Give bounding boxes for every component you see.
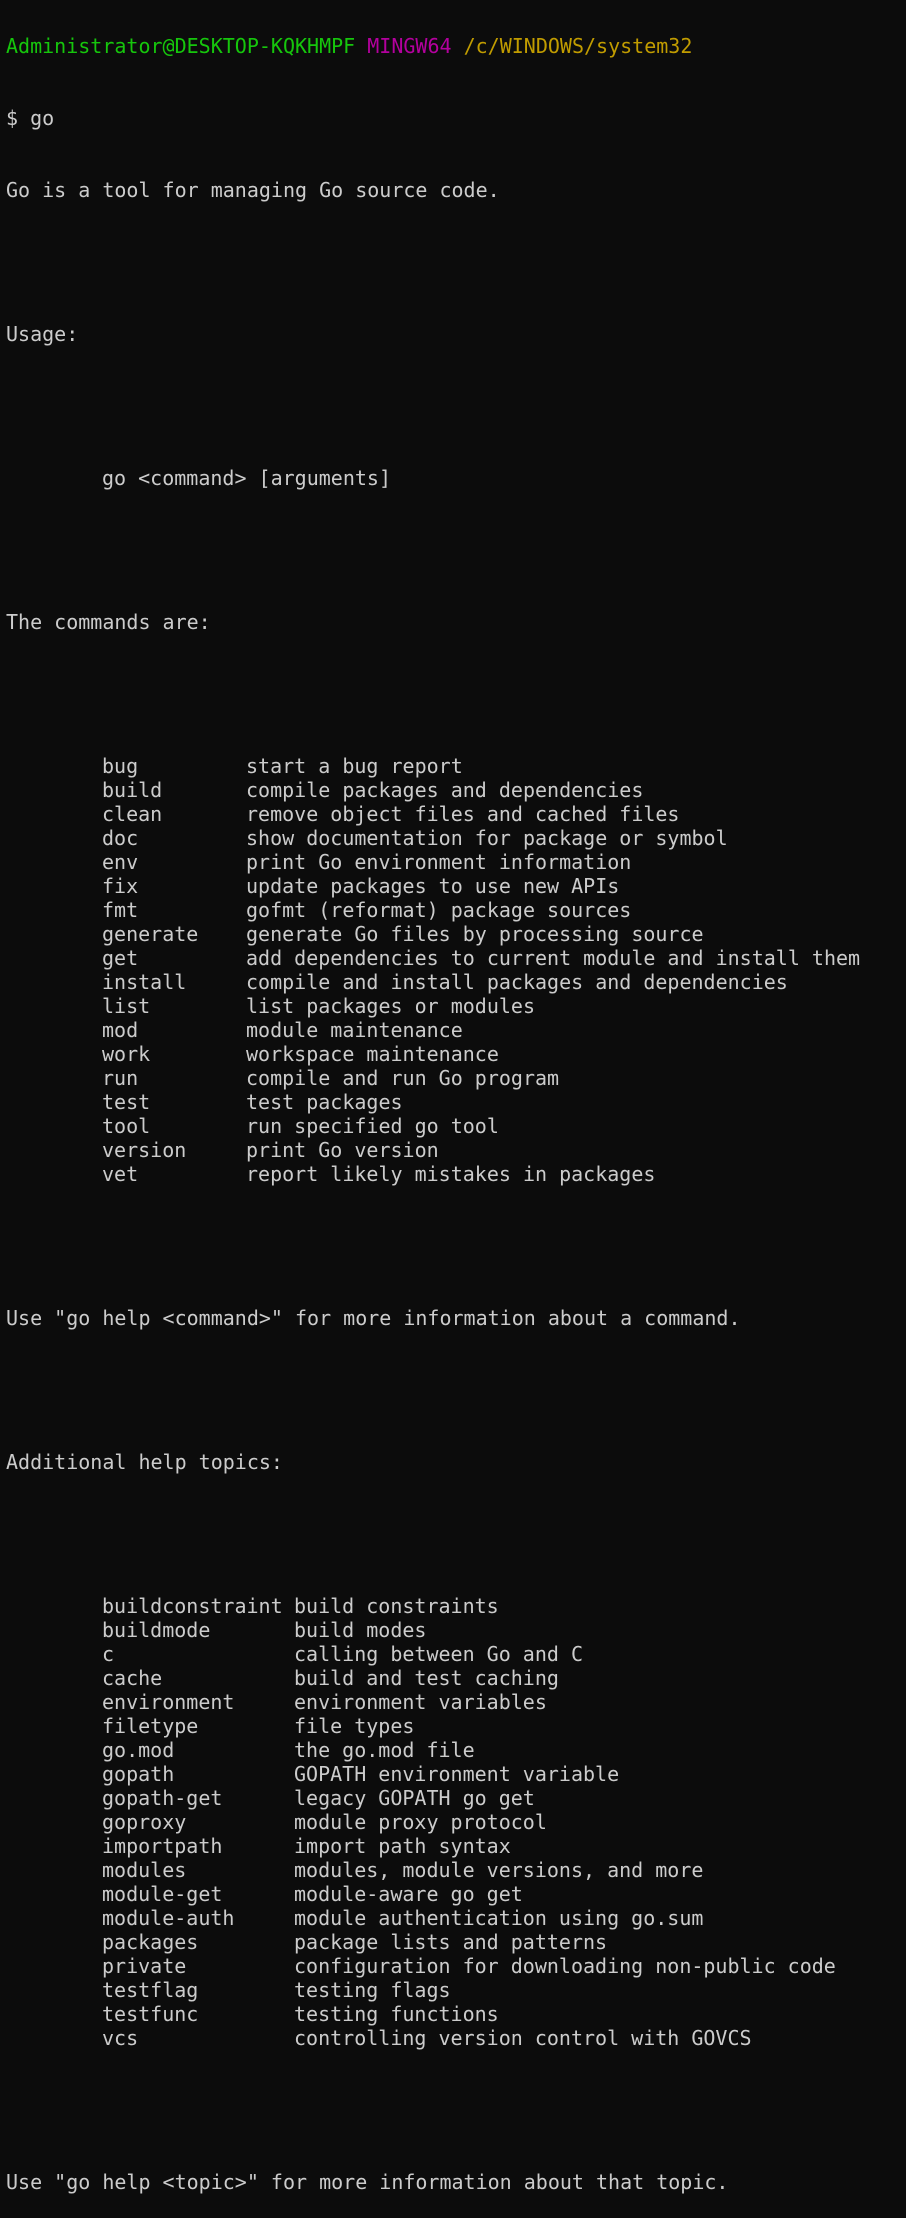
blank-line [6, 2098, 906, 2122]
topic-row-description: controlling version control with GOVCS [294, 2026, 752, 2050]
topic-row-description: modules, module versions, and more [294, 1858, 704, 1882]
command-row [6, 802, 906, 826]
command-row [6, 874, 906, 898]
command-row-name: install [102, 970, 187, 994]
topic-row-description: configuration for downloading non-public code [294, 1954, 836, 1978]
topic-row-description: file types [294, 1714, 415, 1738]
command-row [6, 1090, 906, 1114]
topic-row-name: filetype [102, 1714, 199, 1738]
topic-row-name: c [102, 1642, 115, 1666]
command-row-description: start a bug report [246, 754, 463, 778]
command-row-description: list packages or modules [246, 994, 535, 1018]
command-row-description: add dependencies to current module and install them [246, 946, 861, 970]
command-row [6, 1162, 906, 1186]
topic-row [6, 1882, 906, 1906]
topic-row-description: GOPATH environment variable [294, 1762, 620, 1786]
topic-row-description: build constraints [294, 1594, 499, 1618]
blank-line [6, 1234, 906, 1258]
topic-row [6, 1690, 906, 1714]
topic-row [6, 2026, 906, 2050]
prompt-line [6, 34, 906, 58]
command-row [6, 922, 906, 946]
command-row-description: print Go version [246, 1138, 439, 1162]
topic-row [6, 1930, 906, 1954]
command-row-name: build [102, 778, 163, 802]
command-row [6, 1138, 906, 1162]
topic-row-name: testfunc [102, 2002, 199, 2026]
topic-row [6, 1762, 906, 1786]
topic-row [6, 1954, 906, 1978]
topic-row-description: import path syntax [294, 1834, 511, 1858]
command-row [6, 850, 906, 874]
command-row-name: clean [102, 802, 163, 826]
command-row-name: test [102, 1090, 151, 1114]
topic-row-name: packages [102, 1930, 199, 1954]
command-row [6, 778, 906, 802]
topic-row-name: vcs [102, 2026, 139, 2050]
topic-row-description: module proxy protocol [294, 1810, 547, 1834]
topic-row [6, 1906, 906, 1930]
entered-command: go [30, 106, 55, 130]
command-row-description: generate Go files by processing source [246, 922, 704, 946]
topic-row-description: legacy GOPATH go get [294, 1786, 535, 1810]
command-row-description: report likely mistakes in packages [246, 1162, 656, 1186]
usage-line-row [6, 466, 906, 490]
commands-list [6, 754, 906, 1186]
command-row-description: remove object files and cached files [246, 802, 680, 826]
topic-row-name: goproxy [102, 1810, 187, 1834]
command-row-description: gofmt (reformat) package sources [246, 898, 632, 922]
command-row-name: run [102, 1066, 139, 1090]
terminal-output[interactable] [6, 0, 906, 2218]
topic-row [6, 1594, 906, 1618]
topic-row-name: buildconstraint [102, 1594, 283, 1618]
prompt-user-host: Administrator@DESKTOP-KQKHMPF [6, 34, 356, 58]
topic-row [6, 1738, 906, 1762]
command-row-description: module maintenance [246, 1018, 463, 1042]
topic-row [6, 1858, 906, 1882]
command-row [6, 898, 906, 922]
topic-row-description: testing functions [294, 2002, 499, 2026]
command-row-description: workspace maintenance [246, 1042, 499, 1066]
topic-row-name: cache [102, 1666, 163, 1690]
topic-row-name: importpath [102, 1834, 223, 1858]
topic-row-description: calling between Go and C [294, 1642, 583, 1666]
topic-row [6, 1834, 906, 1858]
blank-line [6, 394, 906, 418]
topic-row-name: gopath [102, 1762, 175, 1786]
usage-line: go <command> [arguments] [102, 466, 391, 490]
prompt-system: MINGW64 [367, 34, 452, 58]
command-row-description: show documentation for package or symbol [246, 826, 728, 850]
prompt-symbol: $ [6, 106, 19, 130]
command-row-name: vet [102, 1162, 139, 1186]
topic-row-name: go.mod [102, 1738, 175, 1762]
commands-label: The commands are: [6, 610, 211, 634]
command-row-name: bug [102, 754, 139, 778]
blank-line [6, 682, 906, 706]
command-row-name: env [102, 850, 139, 874]
topic-row-name: modules [102, 1858, 187, 1882]
command-row-name: doc [102, 826, 139, 850]
command-row-name: mod [102, 1018, 139, 1042]
command-row-name: work [102, 1042, 151, 1066]
topic-row [6, 2002, 906, 2026]
command-row-name: fmt [102, 898, 139, 922]
topic-row [6, 1642, 906, 1666]
command-row [6, 1066, 906, 1090]
command-row [6, 970, 906, 994]
topic-row-description: testing flags [294, 1978, 451, 2002]
topic-row-description: module authentication using go.sum [294, 1906, 704, 1930]
command-row [6, 1114, 906, 1138]
topic-row-name: private [102, 1954, 187, 1978]
topic-row [6, 1786, 906, 1810]
blank-line [6, 250, 906, 274]
topic-row-name: environment [102, 1690, 235, 1714]
topics-label: Additional help topics: [6, 1450, 283, 1474]
topic-row-name: module-get [102, 1882, 223, 1906]
commands-help: Use "go help <command>" for more information about a command. [6, 1306, 741, 1330]
topic-row [6, 1810, 906, 1834]
intro-text: Go is a tool for managing Go source code. [6, 178, 500, 202]
command-row-description: test packages [246, 1090, 403, 1114]
topic-row [6, 1618, 906, 1642]
command-row-name: generate [102, 922, 199, 946]
command-row [6, 946, 906, 970]
topics-help: Use "go help <topic>" for more information about that topic. [6, 2170, 729, 2194]
topic-row-description: environment variables [294, 1690, 547, 1714]
command-row [6, 826, 906, 850]
topic-row [6, 1714, 906, 1738]
topic-row [6, 1978, 906, 2002]
command-row-description: print Go environment information [246, 850, 632, 874]
command-row-name: list [102, 994, 151, 1018]
blank-line [6, 1378, 906, 1402]
blank-line [6, 538, 906, 562]
command-row [6, 754, 906, 778]
command-row [6, 1042, 906, 1066]
topic-row-name: buildmode [102, 1618, 211, 1642]
command-row-description: compile and install packages and dependencies [246, 970, 788, 994]
command-row [6, 1018, 906, 1042]
topic-row [6, 1666, 906, 1690]
topic-row-description: the go.mod file [294, 1738, 475, 1762]
topic-row-name: testflag [102, 1978, 199, 2002]
topics-list [6, 1594, 906, 2050]
usage-label: Usage: [6, 322, 79, 346]
topic-row-description: build modes [294, 1618, 427, 1642]
command-row-description: compile and run Go program [246, 1066, 560, 1090]
command-row-name: tool [102, 1114, 151, 1138]
command-row-name: fix [102, 874, 139, 898]
topic-row-description: module-aware go get [294, 1882, 523, 1906]
command-row-description: run specified go tool [246, 1114, 499, 1138]
topic-row-description: package lists and patterns [294, 1930, 608, 1954]
topic-row-description: build and test caching [294, 1666, 559, 1690]
command-row [6, 994, 906, 1018]
command-row-name: version [102, 1138, 187, 1162]
topic-row-name: module-auth [102, 1906, 235, 1930]
prompt-cwd: /c/WINDOWS/system32 [463, 34, 693, 58]
command-row-name: get [102, 946, 139, 970]
command-row-description: update packages to use new APIs [246, 874, 620, 898]
topic-row-name: gopath-get [102, 1786, 223, 1810]
blank-line [6, 1522, 906, 1546]
command-line [6, 106, 906, 130]
command-row-description: compile packages and dependencies [246, 778, 644, 802]
